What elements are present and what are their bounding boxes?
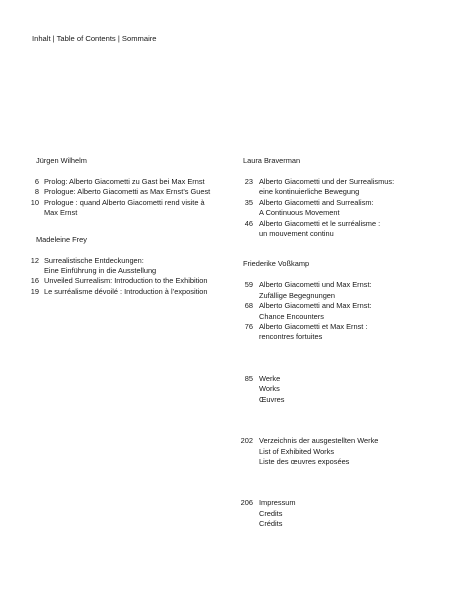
- toc-entry[interactable]: [243, 301, 443, 322]
- page-number: 206: [240, 498, 253, 508]
- toc-entry[interactable]: [36, 187, 236, 197]
- toc-section: [30, 234, 236, 298]
- page-number: 35: [244, 197, 253, 207]
- toc-entry[interactable]: [243, 219, 443, 240]
- page-header: Inhalt | Table of Contents | Sommaire: [32, 34, 157, 43]
- toc-entry[interactable]: [30, 276, 236, 286]
- section-author: Jürgen Wilhelm: [36, 156, 87, 165]
- page-number: 8: [34, 187, 39, 197]
- page-number: 10: [30, 197, 39, 207]
- entry-title: Alberto Giacometti and Surrealism: A Continuous Movement: [259, 197, 374, 218]
- entry-title: Surrealistische Entdeckungen: Eine Einführung in die Ausstellung: [44, 255, 157, 276]
- page-number: 12: [30, 255, 39, 265]
- toc-entry[interactable]: [36, 177, 236, 187]
- page-number: 85: [244, 373, 253, 383]
- page-number: 46: [244, 218, 253, 228]
- toc-left-column: [30, 156, 236, 297]
- entry-title: Prolog: Alberto Giacometti zu Gast bei Max Ernst: [44, 177, 205, 186]
- toc-entry[interactable]: [30, 197, 236, 219]
- page-number: 68: [244, 301, 253, 311]
- entry-list: [30, 255, 236, 298]
- toc-section: [243, 259, 443, 342]
- entry-list: [30, 177, 236, 219]
- entry-title: Impressum Credits Crédits: [259, 498, 296, 529]
- toc-section: [240, 498, 443, 529]
- section-author: Madeleine Frey: [36, 234, 87, 244]
- toc-section: [243, 156, 443, 239]
- entry-list: [243, 280, 443, 342]
- page-number: 19: [30, 286, 39, 296]
- toc-section: [30, 156, 236, 219]
- toc-entry[interactable]: [30, 286, 236, 297]
- toc-entry[interactable]: [30, 255, 236, 277]
- entry-title: Alberto Giacometti et le surréalisme : un mouvement continu: [259, 218, 381, 239]
- page-number: 76: [244, 322, 253, 332]
- toc-entry[interactable]: [243, 198, 443, 219]
- entry-title: Unveiled Surrealism: Introduction to the Exhibition: [44, 276, 208, 286]
- section-author: Laura Braverman: [243, 156, 301, 165]
- page-number: 6: [34, 177, 39, 186]
- entry-title: Alberto Giacometti et Max Ernst : rencontres fortuites: [259, 322, 368, 342]
- entry-list: [240, 498, 443, 529]
- toc-entry[interactable]: [243, 280, 443, 301]
- toc-entry[interactable]: [240, 498, 443, 529]
- entry-title: Alberto Giacometti and Max Ernst: Chance Encounters: [259, 301, 372, 321]
- toc-entry[interactable]: [243, 322, 443, 343]
- toc-entry[interactable]: [243, 177, 443, 198]
- toc-right-column: [240, 156, 443, 530]
- toc-entry[interactable]: [243, 374, 443, 405]
- toc-section: [243, 374, 443, 405]
- entry-title: Le surréalisme dévoilé : Introduction à l’exposition: [44, 286, 208, 296]
- page-number: 16: [30, 276, 39, 286]
- entry-title: Prologue: Alberto Giacometti as Max Ernst’s Guest: [44, 187, 211, 197]
- entry-list: [243, 374, 443, 405]
- section-author: Friederike Voßkamp: [243, 259, 310, 269]
- entry-list: [240, 436, 443, 467]
- entry-title: Alberto Giacometti und der Surrealismus: eine kontinuierliche Bewegung: [259, 177, 395, 197]
- entry-title: Werke Works Œuvres: [259, 373, 285, 404]
- entry-title: Verzeichnis der ausgestellten Werke List of Exhibited Works Liste des œuvres exposées: [259, 436, 379, 466]
- toc-entry[interactable]: [240, 436, 443, 467]
- entry-title: Prologue : quand Alberto Giacometti rend visite à Max Ernst: [44, 197, 205, 218]
- page-number: 202: [240, 436, 253, 446]
- page-number: 59: [244, 280, 253, 290]
- entry-list: [243, 177, 443, 239]
- page-number: 23: [244, 177, 253, 186]
- toc-section: [240, 436, 443, 467]
- entry-title: Alberto Giacometti und Max Ernst: Zufällige Begegnungen: [259, 280, 372, 300]
